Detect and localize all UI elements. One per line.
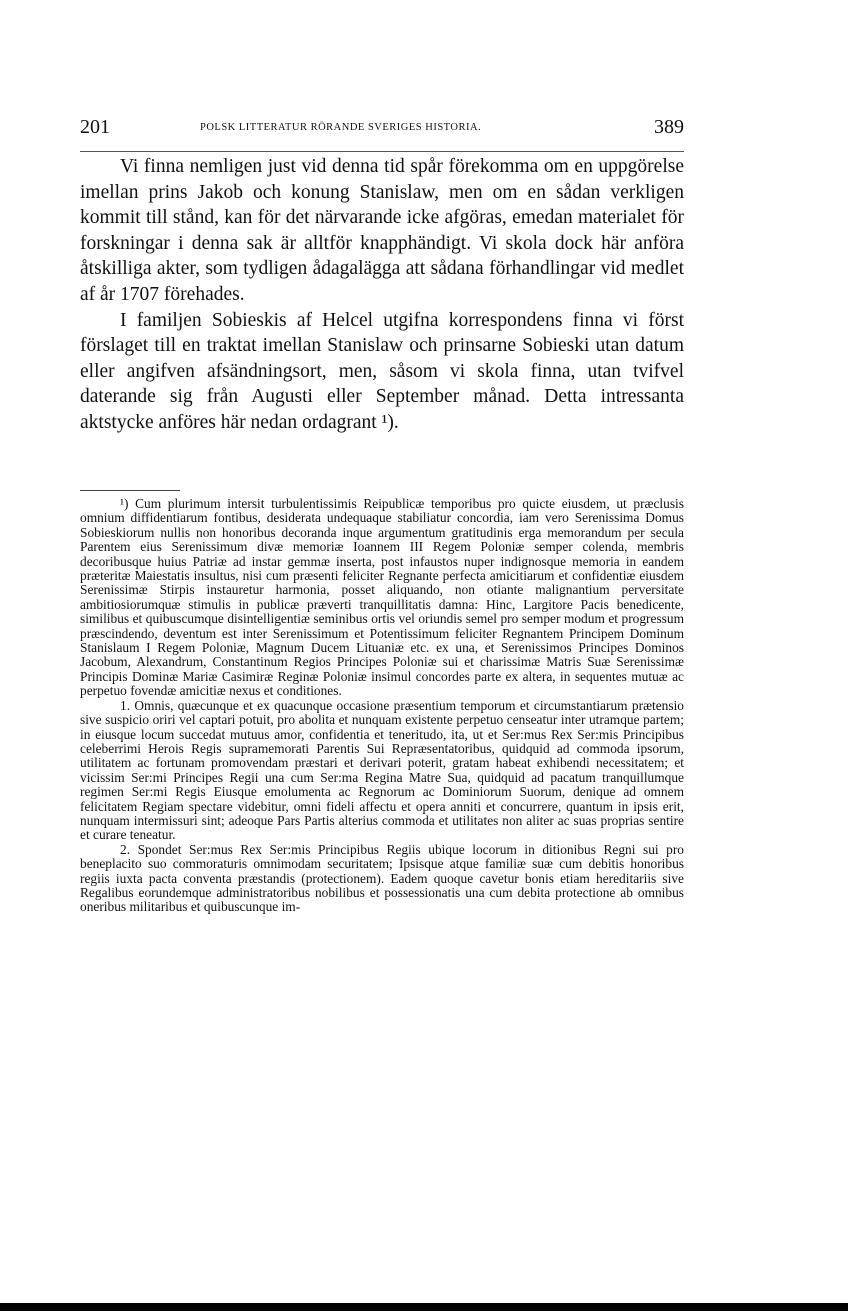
- footnote-paragraph: 1. Omnis, quæcunque et ex quacunque occasione præsentium temporum et circumstantiarum prætensio sive suspicio oriri vel captari potuit, pro abolita et nunquam existente perpetuo censeatur inter utramque partem; in eiusque locum succedat mutuus amor, confidentia et teneritudo, ita, ut et Ser:mus Rex Ser:mis Principibus celeberrimi Herois Regis supramemorati Parentis Sui Repræsentatoribus, quidquid ad commoda ipsorum, utilitatem ac fortunam promovendam præstari et derivari poterit, gratam habeat exhibendi necessitatem; et vicissim Ser:mi Principes Regii una cum Ser:ma Regina Matre Sua, quidquid ad pacatum tranquillumque regimen Ser:mi Regis Eiusque emolumenta ac Regnorum ac Dominiorum Suorum, denique ad omnem felicitatem Regiam spectare videbitur, omni fideli affectu et opera anniti et concurrere, quantum in ipsis erit, nunquam intermissuri sint; adeoque Pars Partis alterius commoda et utilitates non aliter ac suas proprias sentire et curare teneatur.: [80, 697, 684, 843]
- scan-border: [0, 1303, 848, 1311]
- body-paragraph: I familjen Sobieskis af Helcel utgifna korrespondens finna vi först förslaget till en traktat imellan Stanislaw och prinsarne Sobieski utan datum eller angifven afsändningsort, men, såsom vi skola finna, utan tvifvel daterande sig från Augusti eller September månad. Detta intressanta aktstycke anföres här nedan ordagrant ¹).: [80, 309, 684, 433]
- footnote-paragraph: 2. Spondet Ser:mus Rex Ser:mis Principibus Regiis ubique locorum in ditionibus Regni sui pro beneplacito suo commoraturis omnimodam securitatem; Ipsisque atque familiæ suæ cum debitis honoribus regiis iuxta pacta conventa præstandis (protectionem). Eadem quoque cavetur bonis etiam hereditariis sive Regalibus eorundemque administratoribus nobilibus et possessionatis una cum debita protectione ab omnibus oneribus militaribus et quibuscunque im-: [80, 841, 684, 915]
- footnote-rule: [80, 490, 180, 491]
- page-number: 389: [654, 116, 684, 138]
- main-text: [80, 154, 684, 436]
- body-paragraph: Vi finna nemligen just vid denna tid spår förekomma om en uppgörelse imellan prins Jakob och konung Stanislaw, men om en sådan verkligen kommit till stånd, kan för det närvarande icke afgöras, emedan materialet för forskningar i denna sak är alltför knapphändigt. Vi skola dock här anföra åtskilliga akter, som tydligen ådagalägga att sådana förhandlingar vid medlet af år 1707 förehades.: [80, 156, 684, 305]
- header-title: POLSK LITTERATUR RÖRANDE SVERIGES HISTORIA.: [200, 122, 482, 133]
- footnote-paragraph: ¹) Cum plurimum intersit turbulentissimis Reipublicæ temporibus pro quicte eiusdem, ut præclusis omnium diffidentiarum fontibus, desiderata undequaque stabiliatur concordia, iam vero Serenissima Domus Sobieskiorum nullis non honoribus decoranda inque argumentum gratitudinis erga memorandum per secula Parentem eius Serenissimum divæ memoriæ Ioannem III Regem Poloniæ semper colenda, membris decoribusque huius Patriæ ad instar gemmæ inserta, post infaustos nuper indignosque memoria in eandem præteritæ Maiestatis insultus, nisi cum præsenti feliciter Regnante perfecta amicitiarum et confidentiæ eiusdem Serenissimæ Stirpis instauretur harmonia, posset aliquando, non otiante malignantium perversitate ambitiosiorumquæ stimulis in publicæ præverti tranquillitatis damna: Hinc, Largitore Pacis benedicente, similibus et quibuscumque disintelligentiæ seminibus ortis vel oriundis semel pro semper modum et progressum præscindendo, deventum est inter Serenissimum et Potentissimum feliciter Regnantem Principem Dominum Stanislaum I Regem Poloniæ, Magnum Ducem Lituaniæ etc. ex una, et Serenissimos Principes Dominos Jacobum, Alexandrum, Constantinum Regios Principes Poloniæ sui et charissimæ Matris Suæ Serenissimæ Principis Dominæ Mariæ Casimiræ Reginæ Poloniæ insimul concordes parte ex altera, in sequentes mutuæ ac perpetuo fovendæ amicitiæ nexus et conditiones.: [80, 496, 684, 699]
- header-left-number: 201: [80, 116, 110, 138]
- running-header: [80, 116, 684, 146]
- header-rule: [80, 151, 684, 152]
- footnote-block: [80, 497, 684, 915]
